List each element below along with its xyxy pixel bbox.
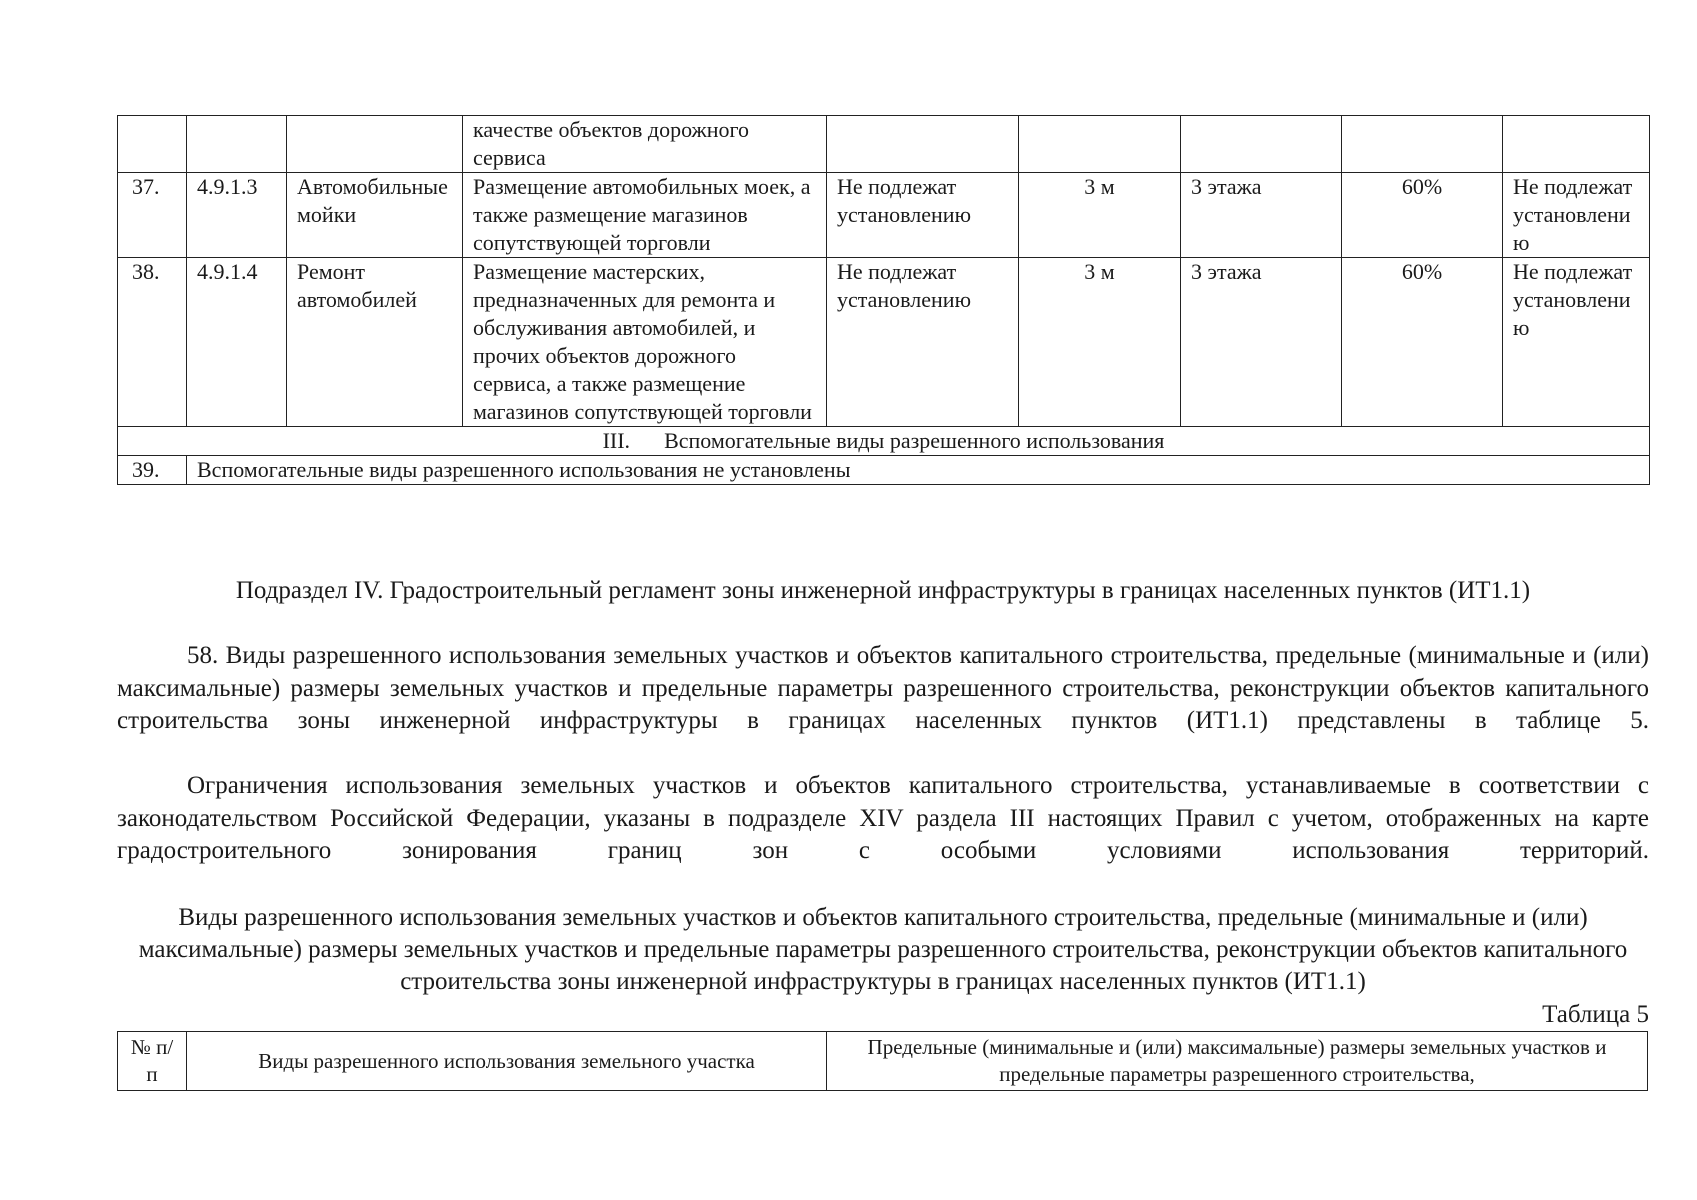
zoning-table-continuation xyxy=(117,115,1650,485)
other-limit: Не подлежат установлению xyxy=(1503,258,1650,427)
setback-limit: 3 м xyxy=(1019,173,1181,258)
table-row xyxy=(118,173,1650,258)
floors-limit: 3 этажа xyxy=(1181,258,1342,427)
coverage-limit: 60% xyxy=(1342,173,1503,258)
description-cell: Размещение автомобильных моек, а также размещение магазинов сопутствующей торговли xyxy=(463,173,827,258)
row-number: 37. xyxy=(118,173,187,258)
paragraph-limits: Ограничения использования земельных участков и объектов капитального строительства, устанавливаемые в соответствии с законодательством Российской Федерации, указаны в подразделе XIV раздела III настоящих Правил с учетом, отображенных на карте градостроительного зонирования границ зон с особыми условиями использования территорий. xyxy=(117,772,1649,864)
use-name: Автомобильные мойки xyxy=(287,173,463,258)
table-caption: Виды разрешенного использования земельных участков и объектов капитального строительства, предельные (минимальные и (или) максимальные) размеры земельных участков и предельные параметры разрешенного строительства, реконструкции объектов капитального строительства зоны инженерной инфраструктуры в границах населенных пунктов (ИТ1.1) xyxy=(138,904,1628,995)
table-header-row xyxy=(118,1032,1648,1091)
description-cell: качестве объектов дорожного сервиса xyxy=(463,116,827,173)
other-limit: Не подлежат установлению xyxy=(1503,173,1650,258)
merged-text-cell: Вспомогательные виды разрешенного использования не установлены xyxy=(187,456,1650,485)
section-row xyxy=(118,427,1650,456)
row-number: 39. xyxy=(118,456,187,485)
table-5 xyxy=(117,1031,1648,1091)
section-number: III. xyxy=(602,428,631,453)
use-name: Ремонт автомобилей xyxy=(287,258,463,427)
table-row xyxy=(118,116,1650,173)
coverage-limit: 60% xyxy=(1342,258,1503,427)
table-row xyxy=(118,258,1650,427)
area-limit: Не подлежат установлению xyxy=(827,173,1019,258)
paragraph-58: 58. Виды разрешенного использования земельных участков и объектов капитального строительства, предельные (минимальные и (или) максимальные) размеры земельных участков и предельные параметры разрешенного строительства, реконструкции объектов капитального строительства зоны инженерной инфраструктуры в границах населенных пунктов (ИТ1.1) представлены в таблице 5. xyxy=(117,642,1649,734)
header-num: № п/п xyxy=(118,1032,187,1091)
area-limit: Не подлежат установлению xyxy=(827,258,1019,427)
setback-limit: 3 м xyxy=(1019,258,1181,427)
subsection-heading: Подраздел IV. Градостроительный регламент зоны инженерной инфраструктуры в границах населенных пунктов (ИТ1.1) xyxy=(235,577,1531,604)
description-cell: Размещение мастерских, предназначенных для ремонта и обслуживания автомобилей, и прочих объектов дорожного сервиса, а также размещение магазинов сопутствующей торговли xyxy=(463,258,827,427)
row-number: 38. xyxy=(118,258,187,427)
use-code: 4.9.1.3 xyxy=(187,173,287,258)
table-label: Таблица 5 xyxy=(1542,1001,1649,1028)
header-limits: Предельные (минимальные и (или) максимальные) размеры земельных участков и предельные параметры разрешенного строительства, xyxy=(827,1032,1648,1091)
use-code: 4.9.1.4 xyxy=(187,258,287,427)
header-kinds: Виды разрешенного использования земельного участка xyxy=(187,1032,827,1091)
table-row xyxy=(118,456,1650,485)
floors-limit: 3 этажа xyxy=(1181,173,1342,258)
section-title: Вспомогательные виды разрешенного использования xyxy=(664,428,1165,453)
